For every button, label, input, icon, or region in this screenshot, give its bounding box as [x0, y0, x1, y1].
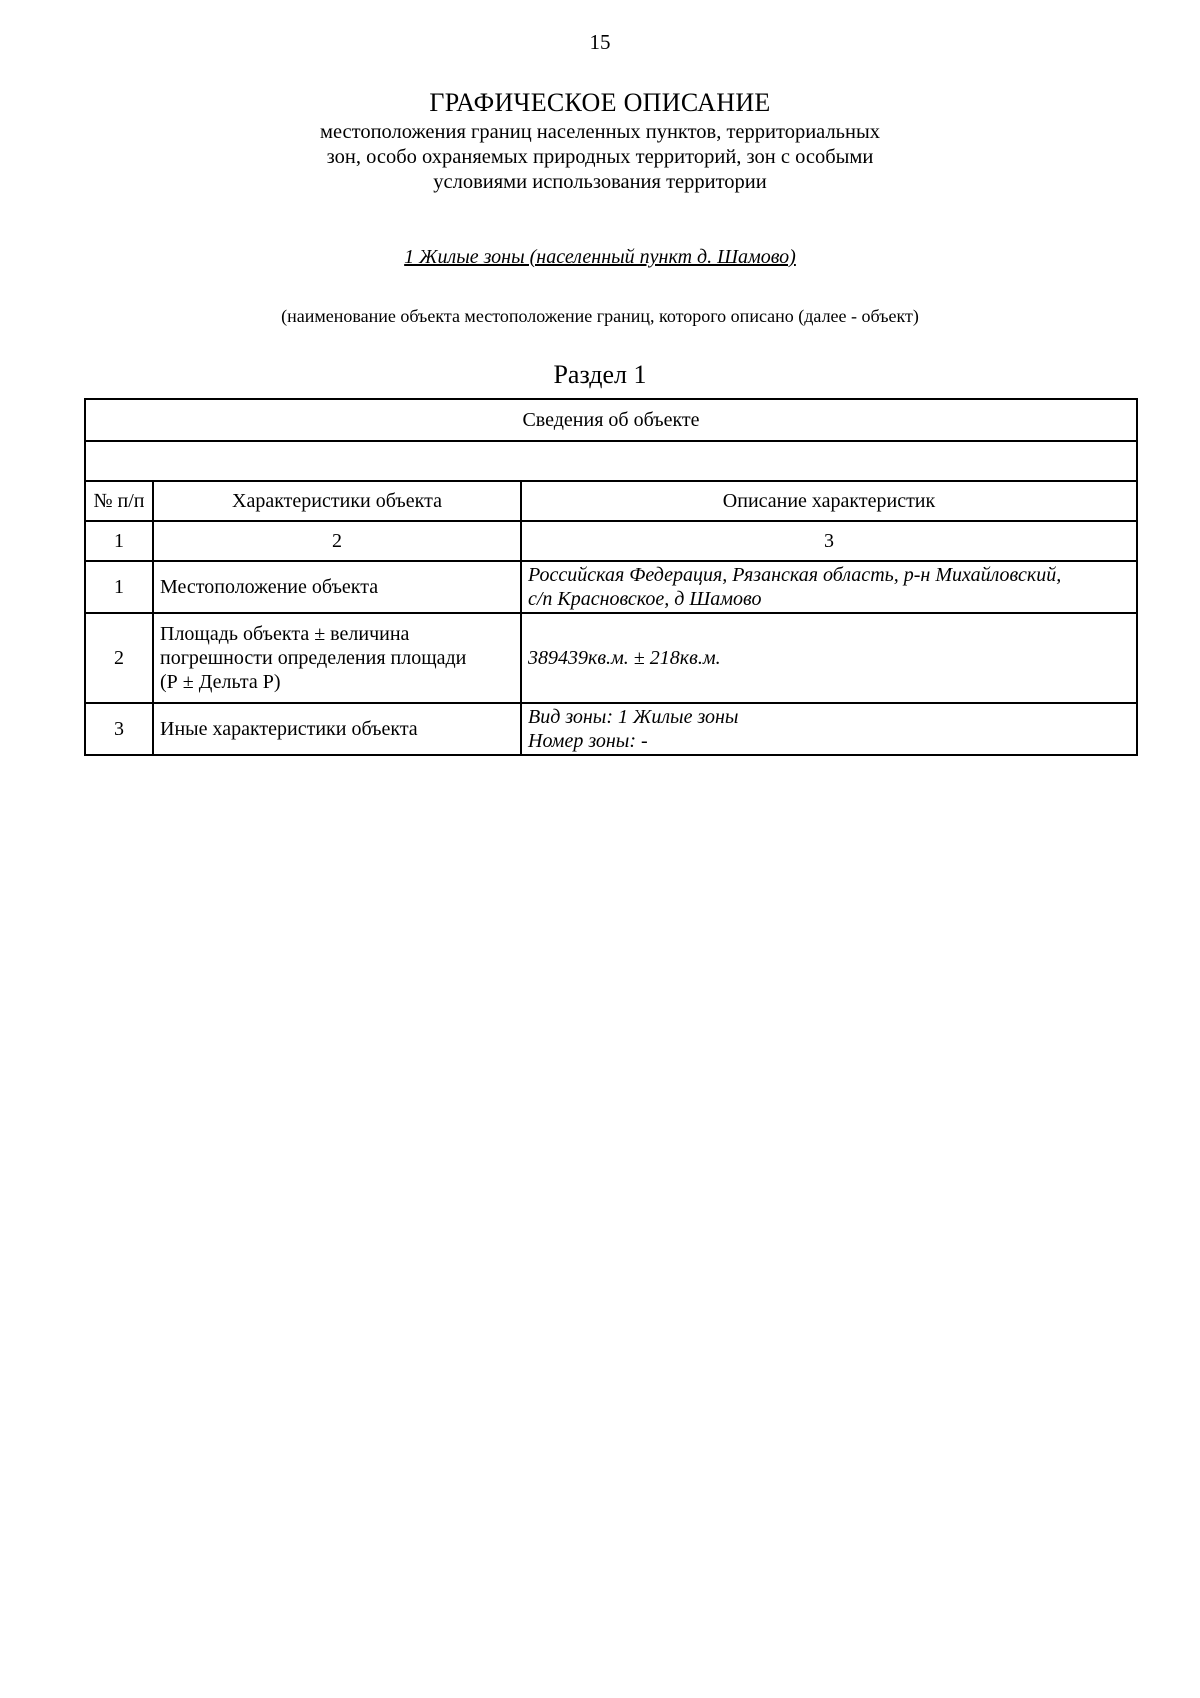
object-name: 1 Жилые зоны (населенный пункт д. Шамово)	[404, 246, 796, 268]
characteristic-line: Площадь объекта ± величина	[160, 623, 410, 645]
column-header-characteristic: Характеристики объекта	[153, 481, 521, 521]
subtitle-line: условиями использования территории	[433, 171, 767, 193]
table-column-index-row	[85, 521, 1137, 561]
row-characteristic	[153, 613, 521, 703]
table-empty-row	[85, 441, 1137, 481]
table-header-row	[85, 399, 1137, 441]
object-caption: (наименование объекта местоположение границ, которого описано (далее - объект)	[281, 306, 919, 326]
description-line: Номер зоны: -	[528, 730, 648, 752]
characteristic-line: Иные характеристики объекта	[160, 718, 418, 740]
subtitle-line: зон, особо охраняемых природных территорий, зон с особыми	[326, 146, 874, 168]
table-row	[85, 703, 1137, 755]
table-row	[85, 561, 1137, 613]
row-description	[521, 561, 1137, 613]
column-index: 3	[521, 521, 1137, 561]
table-header: Сведения об объекте	[85, 399, 1137, 441]
document-title: ГРАФИЧЕСКОЕ ОПИСАНИЕ	[429, 88, 771, 117]
column-header-description: Описание характеристик	[521, 481, 1137, 521]
characteristic-line: (Р ± Дельта Р)	[160, 671, 281, 693]
subtitle-line: местоположения границ населенных пунктов, территориальных	[319, 121, 881, 143]
characteristic-line: погрешности определения площади	[160, 647, 467, 669]
description-line: Вид зоны: 1 Жилые зоны	[528, 706, 739, 728]
description-line: 389439кв.м. ± 218кв.м.	[528, 647, 721, 669]
characteristic-line: Местоположение объекта	[160, 576, 379, 598]
row-characteristic	[153, 703, 521, 755]
page-number: 15	[589, 30, 611, 54]
row-description	[521, 703, 1137, 755]
document-subtitle	[280, 120, 920, 195]
description-line: Российская Федерация, Рязанская область, р-н Михайловский,	[528, 564, 1062, 586]
column-index: 1	[85, 521, 153, 561]
row-number: 1	[85, 561, 153, 613]
table-row	[85, 613, 1137, 703]
column-header-num: № п/п	[85, 481, 153, 521]
table-column-headers	[85, 481, 1137, 521]
column-index: 2	[153, 521, 521, 561]
section-title: Раздел 1	[553, 360, 647, 389]
table-empty-cell	[85, 441, 1137, 481]
row-description	[521, 613, 1137, 703]
row-characteristic	[153, 561, 521, 613]
row-number: 3	[85, 703, 153, 755]
object-info-table	[84, 398, 1138, 756]
row-number: 2	[85, 613, 153, 703]
description-line: с/п Красновское, д Шамово	[528, 588, 762, 610]
